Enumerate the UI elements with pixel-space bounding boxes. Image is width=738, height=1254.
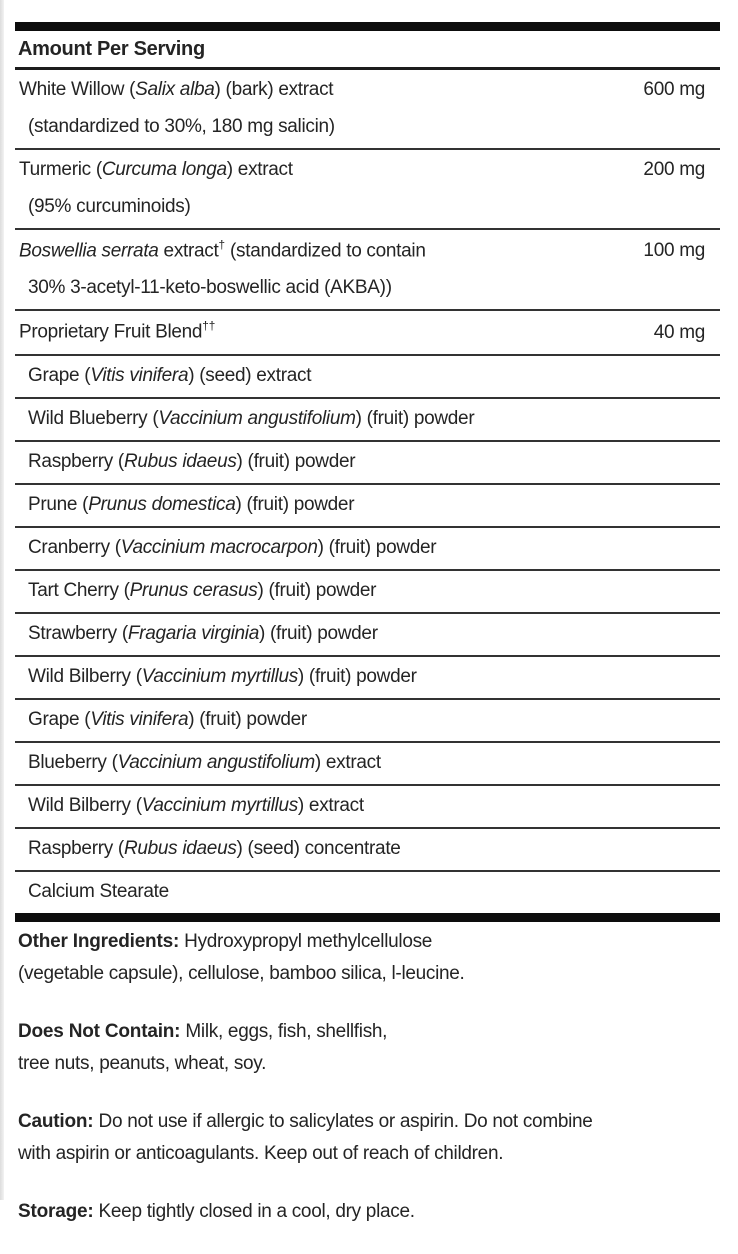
ingredient-row — [15, 743, 720, 786]
ingredient-name-segment: Raspberry ( — [28, 450, 124, 472]
ingredient-name — [19, 239, 426, 262]
ingredient-line — [28, 537, 720, 559]
ingredient-name-segment: Raspberry ( — [28, 837, 124, 859]
ingredient-line — [28, 408, 720, 430]
top-divider-bar — [15, 22, 720, 31]
ingredient-name-segment: Wild Blueberry ( — [28, 407, 159, 429]
ingredient-name-segment: Vaccinium angustifolium — [117, 751, 315, 773]
note-other-ingredients — [18, 926, 720, 990]
ingredient-name-segment: Cranberry ( — [28, 536, 121, 558]
ingredient-row — [15, 829, 720, 872]
supplement-facts-label — [15, 22, 720, 1254]
ingredient-line — [28, 666, 720, 688]
ingredient-name-segment: Fragaria virginia — [127, 622, 259, 644]
ingredient-name — [28, 752, 381, 774]
ingredient-name-segment: Proprietary Fruit Blend — [19, 321, 203, 343]
ingredient-name-segment: Vitis vinifera — [90, 364, 189, 386]
ingredient-row — [15, 485, 720, 528]
ingredient-line — [19, 79, 720, 101]
ingredient-name-segment: (standardized to contain — [225, 240, 426, 262]
note-does-not-contain-line: tree nuts, peanuts, wheat, soy. — [18, 1052, 267, 1074]
ingredient-name-segment: ) (fruit) powder — [236, 450, 356, 472]
ingredient-line — [28, 365, 720, 387]
ingredient-name-segment: Grape ( — [28, 708, 91, 730]
ingredient-row — [15, 230, 720, 311]
ingredient-name-segment: ) (fruit) powder — [235, 493, 355, 515]
note-caution — [18, 1106, 720, 1170]
ingredient-name-segment: ) extract — [297, 794, 364, 816]
ingredient-row — [15, 442, 720, 485]
ingredient-name-segment: White Willow ( — [19, 79, 136, 100]
ingredient-amount: 200 mg — [643, 159, 705, 180]
ingredient-line — [19, 320, 720, 343]
note-does-not-contain-line: Milk, eggs, fish, shellfish, — [185, 1020, 388, 1042]
note-caution-line: Do not use if allergic to salicylates or aspirin. Do not combine — [98, 1110, 593, 1132]
note-storage — [18, 1196, 720, 1228]
ingredient-name — [28, 795, 364, 817]
ingredient-line — [28, 623, 720, 645]
note-other-ingredients-label: Other Ingredients: — [18, 930, 185, 952]
ingredient-name-segment: Vaccinium angustifolium — [158, 407, 356, 429]
ingredient-name — [28, 709, 307, 731]
ingredient-detail: (95% curcuminoids) — [28, 196, 191, 217]
ingredient-name-segment: ) (fruit) powder — [297, 665, 417, 687]
ingredient-name-segment: ) (seed) extract — [188, 364, 312, 386]
ingredient-amount: 100 mg — [643, 240, 705, 262]
ingredient-name-segment: Blueberry ( — [28, 751, 118, 773]
note-other-ingredients-line: (vegetable capsule), cellulose, bamboo silica, l-leucine. — [18, 962, 465, 984]
ingredient-line — [19, 239, 720, 262]
ingredient-name-segment: Prune ( — [28, 493, 89, 515]
ingredient-name-segment: ) (fruit) powder — [257, 579, 377, 601]
ingredient-line — [28, 838, 720, 860]
ingredient-row — [15, 150, 720, 230]
ingredient-line — [28, 881, 720, 903]
amount-per-serving-header: Amount Per Serving — [15, 31, 720, 70]
ingredient-row — [15, 311, 720, 355]
ingredient-name-segment: ) extract — [226, 159, 293, 180]
ingredient-row — [15, 399, 720, 442]
ingredient-name — [28, 451, 355, 473]
scan-page-edge — [0, 0, 4, 1200]
ingredient-name-segment: Grape ( — [28, 364, 91, 386]
note-storage-label: Storage: — [18, 1200, 99, 1222]
ingredient-name-segment: Strawberry ( — [28, 622, 128, 644]
ingredient-row — [15, 70, 720, 150]
note-does-not-contain — [18, 1016, 720, 1080]
ingredient-row — [15, 614, 720, 657]
ingredient-name — [28, 881, 169, 903]
ingredient-rows — [15, 70, 720, 913]
ingredient-line — [19, 159, 720, 181]
ingredient-name-segment: Prunus cerasus — [129, 579, 258, 601]
ingredient-row — [15, 700, 720, 743]
ingredient-name — [28, 537, 436, 559]
ingredient-name-segment: Prunus domestica — [88, 493, 236, 515]
ingredient-name — [19, 79, 333, 101]
ingredient-row — [15, 528, 720, 571]
note-storage-line: Keep tightly closed in a cool, dry place. — [98, 1200, 415, 1222]
ingredient-name-segment: ) (fruit) powder — [259, 622, 378, 644]
ingredient-name-segment: ) (bark) extract — [214, 79, 334, 100]
ingredient-name-segment: Salix alba — [135, 79, 215, 100]
ingredient-name-segment: Vaccinium macrocarpon — [120, 536, 318, 558]
note-caution-line: with aspirin or anticoagulants. Keep out of reach of children. — [18, 1142, 504, 1164]
ingredient-name-segment: extract — [158, 240, 219, 262]
ingredient-name-segment: Wild Bilberry ( — [28, 665, 142, 687]
ingredient-name — [28, 365, 311, 387]
ingredient-name-segment: Curcuma longa — [101, 159, 227, 180]
ingredient-name-segment: Rubus idaeus — [123, 450, 237, 472]
ingredient-name-segment: Wild Bilberry ( — [28, 794, 142, 816]
section-divider-bar — [15, 913, 720, 922]
ingredient-line — [28, 795, 720, 817]
ingredient-row — [15, 786, 720, 829]
ingredient-name — [28, 666, 417, 688]
ingredient-name — [28, 408, 474, 430]
ingredient-name — [28, 838, 401, 860]
ingredient-line — [28, 580, 720, 602]
ingredient-line — [28, 752, 720, 774]
ingredient-amount: 40 mg — [653, 321, 705, 343]
label-notes — [15, 922, 720, 1228]
ingredient-name-segment: ) (fruit) powder — [188, 708, 307, 730]
ingredient-name-segment: ) (fruit) powder — [317, 536, 437, 558]
ingredient-name — [28, 494, 354, 516]
ingredient-name-segment: Rubus idaeus — [123, 837, 237, 859]
ingredient-name-segment: Turmeric ( — [19, 159, 102, 180]
ingredient-name-segment: ) extract — [314, 751, 381, 773]
note-other-ingredients-line: Hydroxypropyl methylcellulose — [184, 930, 433, 952]
ingredient-name-segment: ) (seed) concentrate — [236, 837, 401, 859]
ingredient-name — [28, 623, 378, 645]
ingredient-name-segment: Vitis vinifera — [90, 708, 189, 730]
ingredient-line — [28, 494, 720, 516]
ingredient-row — [15, 571, 720, 614]
ingredient-name-segment: Vaccinium myrtillus — [141, 665, 298, 687]
ingredient-row — [15, 657, 720, 700]
ingredient-name-segment: Boswellia serrata — [19, 240, 159, 262]
ingredient-detail: 30% 3-acetyl-11-keto-boswellic acid (AKBA)) — [28, 277, 392, 299]
ingredient-detail: (standardized to 30%, 180 mg salicin) — [28, 116, 335, 137]
ingredient-name-segment: ) (fruit) powder — [355, 407, 475, 429]
ingredient-name — [19, 320, 215, 343]
note-caution-label: Caution: — [18, 1110, 99, 1132]
ingredient-name-segment: Calcium Stearate — [28, 880, 169, 902]
note-does-not-contain-label: Does Not Contain: — [18, 1020, 186, 1042]
ingredient-name — [19, 159, 293, 181]
ingredient-name-segment: Vaccinium myrtillus — [141, 794, 298, 816]
dagger-symbol: †† — [202, 320, 216, 334]
ingredient-name — [28, 580, 376, 602]
ingredient-amount: 600 mg — [643, 79, 705, 100]
ingredient-row — [15, 356, 720, 399]
ingredient-name-segment: Tart Cherry ( — [28, 579, 130, 601]
ingredient-line — [28, 709, 720, 731]
dagger-symbol: † — [218, 239, 226, 252]
ingredient-line — [28, 451, 720, 473]
ingredient-row — [15, 872, 720, 913]
